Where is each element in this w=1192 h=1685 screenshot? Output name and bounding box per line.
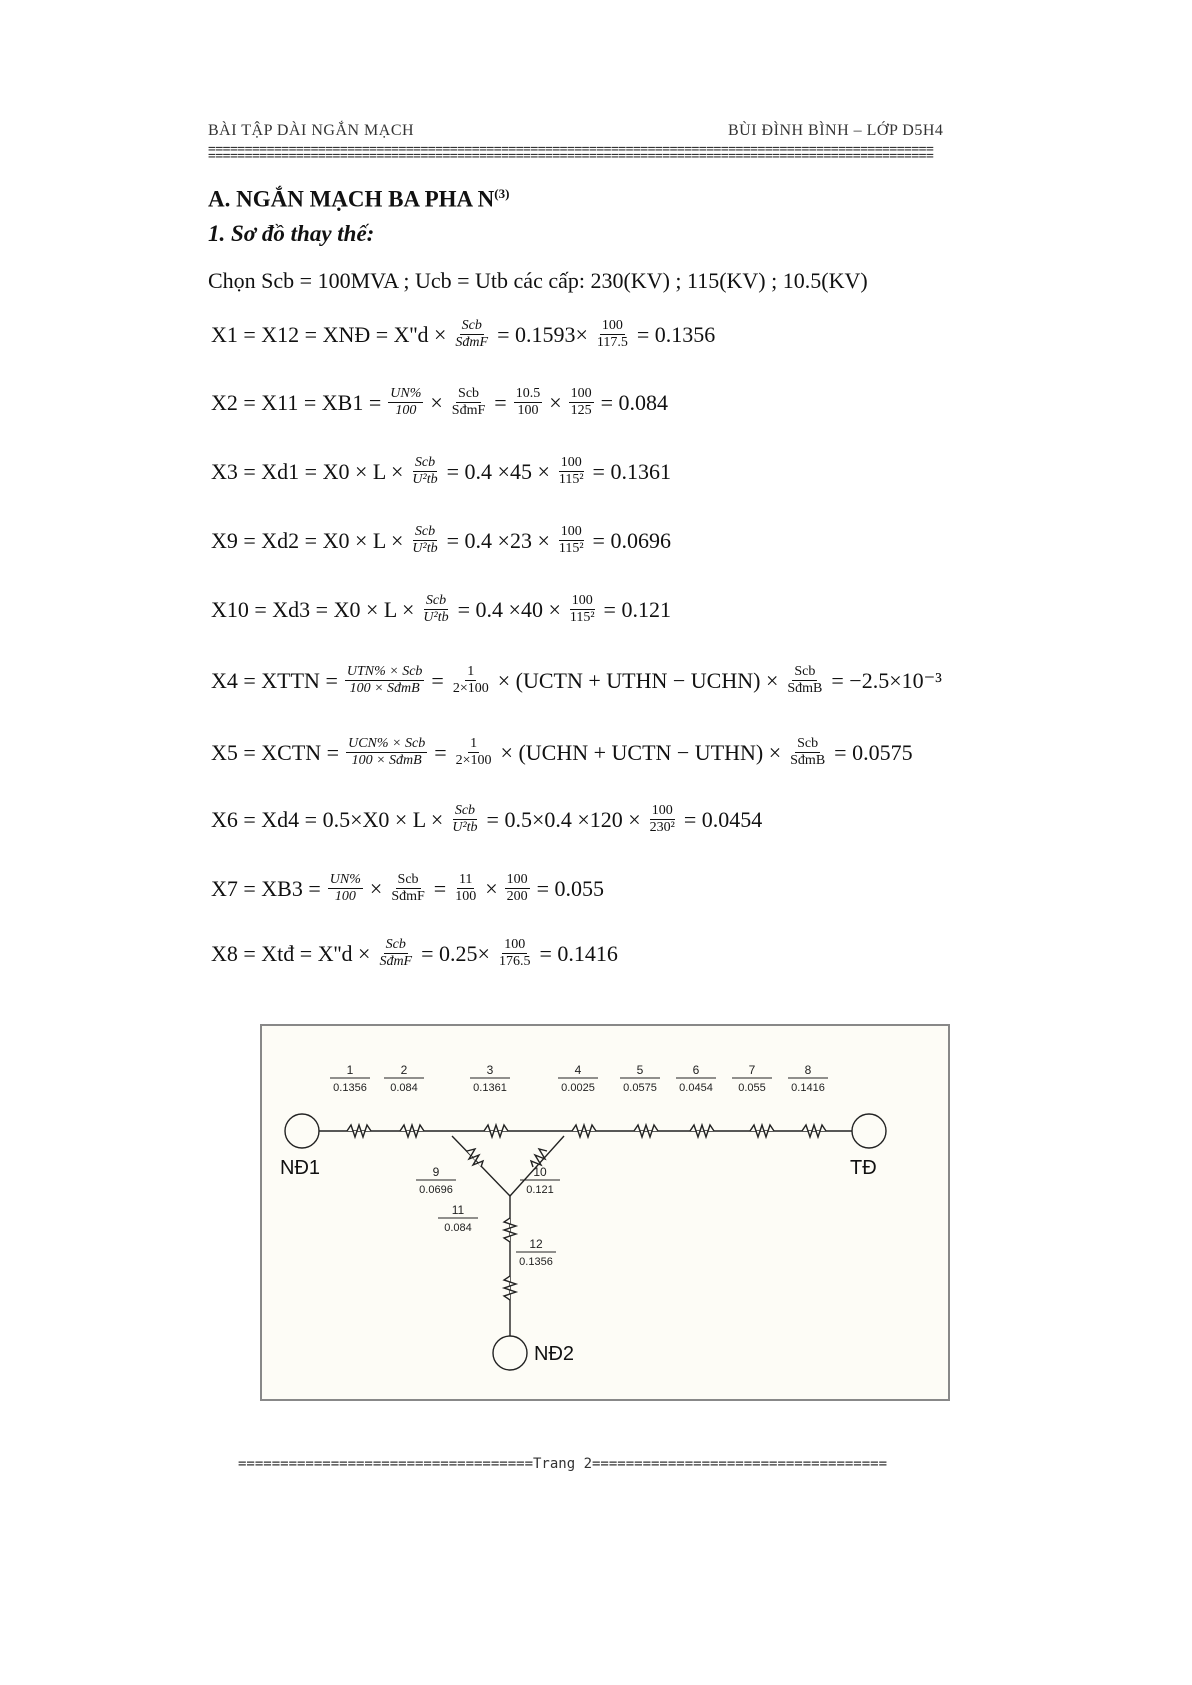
equation-row — [208, 937, 621, 970]
fraction-3-denominator: 100 — [517, 403, 539, 418]
equation-mid-2: × (UCTN + UTHN − UCHN) × — [497, 667, 779, 693]
element-value: 0.1416 — [791, 1082, 825, 1094]
fraction-1-denominator: U²tb — [452, 820, 478, 835]
circuit-svg — [262, 1026, 948, 1399]
equivalent-circuit-diagram — [260, 1024, 950, 1401]
fraction-1-denominator: 100 × SđmB — [349, 681, 420, 696]
element-label-2 — [384, 1063, 424, 1094]
label-nd2: NĐ2 — [534, 1343, 575, 1365]
equation-mid: × — [369, 875, 383, 901]
fraction-2-denominator: SđmF — [451, 403, 486, 418]
fraction-3 — [788, 736, 827, 769]
element-label-6 — [676, 1063, 716, 1094]
header-right: BÙI ĐÌNH BÌNH – LỚP D5H4 — [728, 122, 944, 139]
resistor-11 — [504, 1218, 516, 1242]
fraction-2-numerator: Scb — [458, 386, 480, 401]
equation-rhs: = −2.5×10⁻³ — [831, 667, 942, 693]
fraction-3 — [785, 664, 824, 697]
resistor-5 — [634, 1125, 658, 1137]
element-number: 7 — [748, 1063, 756, 1077]
equation-lhs: X6 = Xd4 = 0.5×X0 × L × — [211, 806, 444, 832]
element-label-8 — [788, 1063, 828, 1094]
fraction-3 — [453, 872, 478, 905]
fraction-1-denominator: 100 — [334, 889, 356, 904]
element-value: 0.0025 — [561, 1082, 595, 1094]
fraction-2 — [595, 318, 630, 351]
equation-mid: = 0.4 ×45 × — [446, 458, 550, 484]
element-number: 12 — [529, 1237, 543, 1251]
element-label-9 — [416, 1165, 456, 1196]
element-number: 10 — [533, 1165, 547, 1179]
equation-lhs: X1 = X12 = XNĐ = X''d × — [211, 321, 447, 347]
fraction-2 — [648, 803, 677, 836]
fraction-1-numerator: UN% — [329, 872, 361, 887]
fraction-2 — [454, 736, 494, 769]
fraction-1 — [450, 803, 479, 836]
fraction-2 — [497, 937, 533, 970]
fraction-4 — [505, 872, 530, 905]
fraction-1-numerator: Scb — [461, 318, 482, 333]
fraction-2-denominator: 2×100 — [452, 681, 489, 696]
element-number: 4 — [574, 1063, 582, 1077]
element-value: 0.121 — [526, 1184, 554, 1196]
element-number: 8 — [804, 1063, 812, 1077]
equation-lhs: X9 = Xd2 = X0 × L × — [211, 527, 404, 553]
equation-row — [208, 593, 674, 626]
fraction-1-denominator: 100 × SđmB — [351, 753, 422, 768]
fraction-4-denominator: 200 — [506, 889, 528, 904]
fraction-1-denominator: 100 — [395, 403, 417, 418]
fraction-3-numerator: 11 — [458, 872, 473, 887]
fraction-1-denominator: SđmF — [379, 954, 413, 969]
equation-rhs: = 0.1416 — [539, 940, 618, 966]
equation-mid-2: = — [494, 389, 507, 415]
equation-row — [208, 524, 674, 557]
element-value: 0.0696 — [419, 1184, 453, 1196]
fraction-3-numerator: Scb — [797, 736, 819, 751]
fraction-4 — [569, 386, 594, 419]
fraction-1-denominator: U²tb — [412, 472, 438, 487]
equation-row — [208, 664, 945, 697]
section-title — [208, 186, 509, 213]
fraction-1 — [328, 872, 363, 905]
equation-rhs: = 0.055 — [536, 875, 605, 901]
fraction-2-denominator: 176.5 — [498, 954, 531, 969]
element-number: 3 — [486, 1063, 494, 1077]
equation-lhs: X2 = X11 = XB1 = — [211, 389, 382, 415]
fraction-2-denominator: 115² — [558, 472, 584, 487]
element-value: 0.055 — [738, 1082, 766, 1094]
fraction-1-numerator: Scb — [414, 524, 436, 539]
resistor-12 — [504, 1276, 516, 1300]
fraction-2-denominator: 2×100 — [455, 753, 492, 768]
equation-rhs: = 0.084 — [600, 389, 669, 415]
equation-row — [208, 386, 671, 419]
fraction-1-denominator: U²tb — [412, 541, 438, 556]
header-rule-top — [208, 146, 974, 153]
element-number: 11 — [451, 1203, 465, 1217]
fraction-1 — [346, 736, 427, 769]
fraction-1 — [410, 455, 439, 488]
resistor-6 — [690, 1125, 714, 1137]
equation-mid: = — [434, 739, 447, 765]
resistor-8 — [802, 1125, 826, 1137]
equation-mid: = — [431, 667, 444, 693]
fraction-1 — [388, 386, 423, 419]
equation-rhs: = 0.1356 — [636, 321, 716, 347]
fraction-3-denominator: SđmB — [790, 753, 826, 768]
element-value: 0.0454 — [679, 1082, 713, 1094]
equation-mid-2: = — [433, 875, 447, 901]
fraction-1 — [421, 593, 450, 626]
element-number: 2 — [400, 1063, 408, 1077]
header-left: BÀI TẬP DÀI NGẮN MẠCH — [208, 122, 415, 139]
element-label-11 — [438, 1203, 478, 1234]
element-number: 5 — [636, 1063, 644, 1077]
equation-rhs: = 0.0575 — [834, 739, 913, 765]
element-label-12 — [516, 1237, 556, 1268]
fraction-1-numerator: Scb — [425, 593, 447, 608]
equation-lhs: X4 = XTTN = — [211, 667, 338, 693]
element-label-7 — [732, 1063, 772, 1094]
equation-lhs: X5 = XCTN = — [211, 739, 340, 765]
equation-rhs: = 0.121 — [603, 596, 671, 622]
equation-mid: = 0.1593× — [497, 321, 588, 347]
base-choice-line: Chọn Scb = 100MVA ; Ucb = Utb các cấp: 230(KV) ; 115(KV) ; 10.5(KV) — [208, 268, 868, 293]
fraction-2-numerator: 100 — [651, 803, 673, 818]
equation-mid: = 0.4 ×23 × — [446, 527, 550, 553]
nd2-source — [493, 1336, 527, 1370]
equation-mid: = 0.25× — [421, 940, 490, 966]
fraction-2 — [450, 386, 487, 419]
fraction-2 — [389, 872, 426, 905]
fraction-1-numerator: Scb — [454, 803, 476, 818]
fraction-1-numerator: Scb — [385, 937, 406, 952]
fraction-2-denominator: 115² — [569, 610, 595, 625]
page-footer: ===================================Trang 2=================================== — [238, 1456, 888, 1472]
label-td: TĐ — [850, 1157, 877, 1179]
element-value: 0.1361 — [473, 1082, 507, 1094]
equation-mid-3: × — [485, 875, 498, 901]
element-value: 0.084 — [390, 1082, 418, 1094]
equation-lhs: X10 = Xd3 = X0 × L × — [211, 596, 415, 622]
fraction-1-denominator: SđmF — [455, 335, 489, 350]
fraction-2-numerator: 100 — [504, 937, 526, 952]
element-value: 0.1356 — [333, 1082, 367, 1094]
fraction-2-denominator: SđmF — [391, 889, 425, 904]
fraction-4-numerator: 100 — [570, 386, 592, 401]
header-rule-bottom — [208, 153, 974, 160]
fraction-1-numerator: Scb — [414, 455, 436, 470]
fraction-2-denominator: 230² — [649, 820, 675, 835]
element-value: 0.1356 — [519, 1256, 553, 1268]
fraction-2-denominator: 117.5 — [596, 335, 628, 350]
fraction-2-numerator: Scb — [397, 872, 419, 887]
equation-row — [208, 318, 718, 351]
equation-lhs: X3 = Xd1 = X0 × L × — [211, 458, 404, 484]
equation-rhs: = 0.0696 — [592, 527, 671, 553]
element-number: 6 — [692, 1063, 700, 1077]
fraction-3-denominator: SđmB — [787, 681, 823, 696]
resistor-4 — [572, 1125, 596, 1137]
resistor-9 — [467, 1149, 483, 1167]
fraction-1-denominator: U²tb — [423, 610, 449, 625]
fraction-1 — [377, 937, 414, 970]
section-title-sup: (3) — [494, 186, 510, 201]
fraction-3-numerator: Scb — [794, 664, 816, 679]
fraction-2 — [557, 524, 586, 557]
resistor-1 — [347, 1125, 371, 1137]
resistor-2 — [400, 1125, 424, 1137]
element-number: 9 — [432, 1165, 440, 1179]
element-label-3 — [470, 1063, 510, 1094]
equation-mid-2: × (UCHN + UCTN − UTHN) × — [500, 739, 782, 765]
equation-mid: = 0.5×0.4 ×120 × — [486, 806, 641, 832]
fraction-1-numerator: UCN% × Scb — [348, 736, 426, 751]
equation-lhs: X8 = Xtđ = X''d × — [211, 940, 371, 966]
fraction-2-denominator: 115² — [558, 541, 584, 556]
element-label-1 — [330, 1063, 370, 1094]
fraction-2 — [451, 664, 491, 697]
section-title-text: A. NGẮN MẠCH BA PHA N — [208, 186, 495, 212]
equation-rhs: = 0.1361 — [592, 458, 671, 484]
element-number: 1 — [346, 1063, 354, 1077]
fraction-2-numerator: 1 — [467, 664, 475, 679]
equation-mid: × — [430, 389, 443, 415]
equation-rhs: = 0.0454 — [683, 806, 763, 832]
fraction-2-numerator: 100 — [560, 455, 582, 470]
fraction-1 — [410, 524, 439, 557]
equation-row — [208, 736, 916, 769]
fraction-3-numerator: 10.5 — [515, 386, 541, 401]
element-label-4 — [558, 1063, 598, 1094]
fraction-3-denominator: 100 — [455, 889, 477, 904]
equation-mid: = 0.4 ×40 × — [457, 596, 561, 622]
td-source — [852, 1114, 886, 1148]
equation-row — [208, 803, 765, 836]
fraction-1-numerator: UTN% × Scb — [346, 664, 423, 679]
fraction-1-numerator: UN% — [390, 386, 422, 401]
element-value: 0.084 — [444, 1222, 472, 1234]
section-subtitle: 1. Sơ đồ thay thế: — [208, 221, 375, 246]
fraction-4-numerator: 100 — [506, 872, 528, 887]
element-label-5 — [620, 1063, 660, 1094]
fraction-2-numerator: 1 — [470, 736, 478, 751]
fraction-2-numerator: 100 — [560, 524, 582, 539]
equation-mid-3: × — [549, 389, 562, 415]
fraction-3 — [514, 386, 543, 419]
equation-lhs: X7 = XB3 = — [211, 875, 321, 901]
fraction-2-numerator: 100 — [601, 318, 623, 333]
fraction-1 — [345, 664, 425, 697]
fraction-1 — [453, 318, 490, 351]
fraction-4-denominator: 125 — [570, 403, 592, 418]
label-nd1: NĐ1 — [280, 1157, 321, 1179]
resistor-3 — [484, 1125, 508, 1137]
equation-row — [208, 455, 674, 488]
element-label-10 — [520, 1165, 560, 1196]
resistor-7 — [750, 1125, 774, 1137]
fraction-2 — [557, 455, 586, 488]
element-value: 0.0575 — [623, 1082, 657, 1094]
fraction-2 — [568, 593, 597, 626]
equation-row — [208, 872, 607, 905]
fraction-2-numerator: 100 — [571, 593, 593, 608]
nd1-source — [285, 1114, 319, 1148]
